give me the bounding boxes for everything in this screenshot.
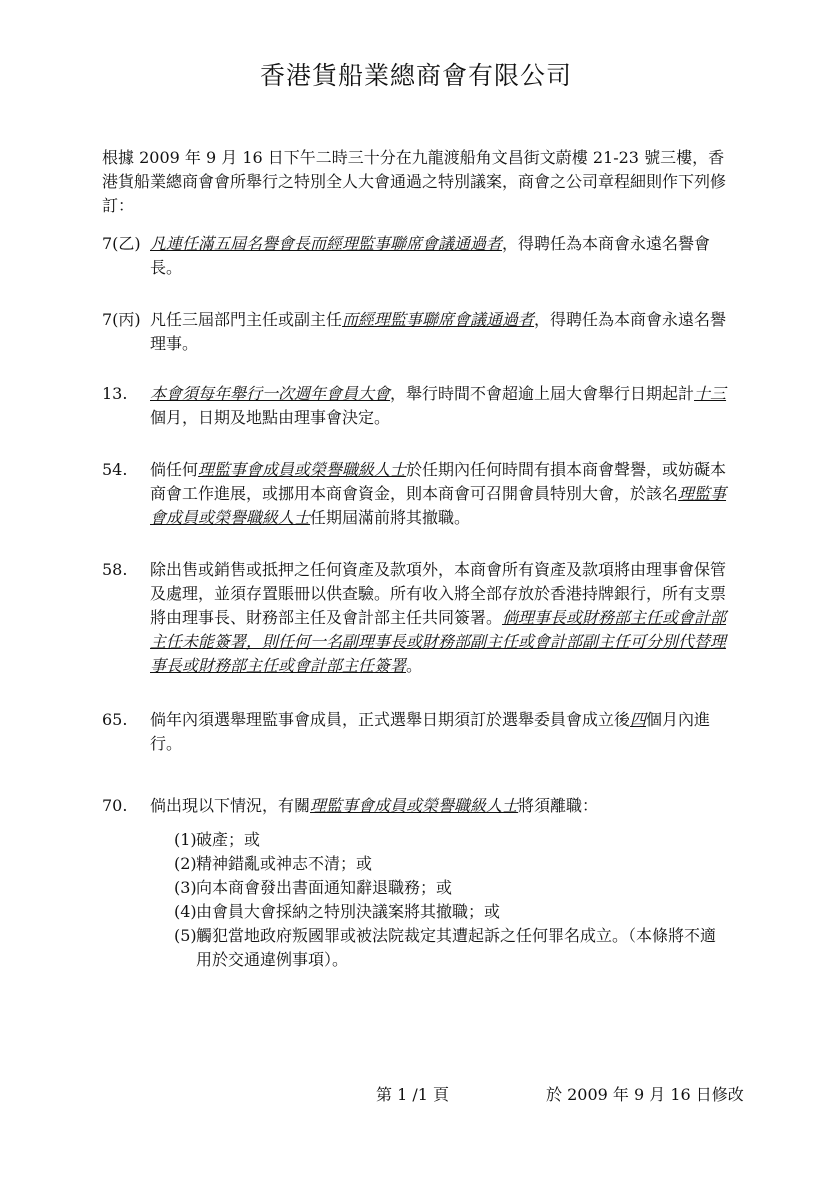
clause-number: 58.: [102, 560, 128, 579]
item-number: (1): [174, 830, 197, 849]
amended-text: 四: [630, 710, 647, 729]
clause-text: 倘任何: [150, 460, 199, 479]
clause-13: [102, 382, 728, 430]
amended-text: 而經理監事聯席會議通過者: [342, 310, 535, 329]
clause-body: [150, 232, 728, 280]
condition-list: [174, 828, 728, 972]
clause-number: 70.: [102, 796, 128, 815]
page-number: 第 1 /1 頁: [376, 1085, 450, 1104]
item-text: 由會員大會採納之特別決議案將其撤職；或: [196, 902, 501, 921]
clause-65: [102, 708, 728, 756]
amended-text: 本會須每年舉行一次週年會員大會: [150, 384, 391, 403]
item-number: (4): [174, 902, 197, 921]
clause-text: 個月內進行。: [150, 710, 711, 753]
amended-text: 倘理事長或財務部主任或會計部主任未能簽署，則任何一名副理事長或財務部副主任或會計部副主任可分別代替理事長或財務部主任或會計部主任簽署: [150, 608, 727, 675]
clause-number: 65.: [102, 710, 128, 729]
amended-text: 十三: [694, 384, 727, 403]
clause-text: 除出售或銷售或抵押之任何資產及款項外，本商會所有資產及款項將由理事會保管及處理，並須存置賬冊以供查驗。所有收入將全部存放於香港持牌銀行，所有支票將由理事長、財務部主任及會計部主任共同簽署。: [150, 560, 727, 627]
amended-text: 理監事會成員或榮譽職級人士: [310, 796, 519, 815]
item-text: 向本商會發出書面通知辭退職務；或: [196, 878, 453, 897]
clause-text: 倘年內須選舉理監事會成員，正式選舉日期須訂於選舉委員會成立後: [150, 710, 631, 729]
list-item: [174, 900, 728, 924]
clause-text: ，舉行時間不會超逾上屆大會舉行日期起計: [390, 384, 695, 403]
clause-number: 13.: [102, 384, 128, 403]
amended-text: 凡連任滿五屆名譽會長而經理監事聯席會議通過者: [150, 234, 503, 253]
clause-body: [150, 382, 728, 430]
item-text: 精神錯亂或神志不清；或: [196, 854, 373, 873]
clause-text: 。: [406, 656, 423, 675]
clause-number: 7(乙): [102, 234, 141, 253]
clause-54: [102, 458, 728, 530]
clause-body: [150, 458, 728, 530]
intro-paragraph: 根據 2009 年 9 月 16 日下午二時三十分在九龍渡船角文昌街文蔚樓 21-23 號三樓，香港貨船業總商會會所舉行之特別全人大會通過之特別議案，商會之公司章程細則作下列修訂：: [102, 148, 727, 215]
item-number: (2): [174, 854, 197, 873]
clause-text: 於任期內任何時間有損本商會聲譽，或妨礙本商會工作進展，或挪用本商會資金，則本商會可召開會員特別大會，於該名: [150, 460, 727, 503]
item-number: (3): [174, 878, 197, 897]
clause-7c: [102, 308, 728, 356]
list-item: [174, 876, 728, 900]
clause-70: [102, 794, 728, 972]
clause-text: 個月，日期及地點由理事會決定。: [150, 408, 391, 427]
clause-7b: [102, 232, 728, 280]
list-item: [174, 924, 728, 972]
clause-body: [150, 308, 728, 356]
clause-body: [150, 794, 728, 972]
clause-body: [150, 558, 728, 678]
item-number: (5): [174, 926, 197, 945]
clause-body: [150, 708, 728, 756]
clause-text: ，得聘任為本商會永遠名譽會長。: [150, 234, 711, 277]
clause-number: 54.: [102, 460, 128, 479]
clause-number: 7(丙): [102, 310, 141, 329]
document-title: 香港貨船業總商會有限公司: [259, 61, 572, 90]
clause-text: 將須離職：: [518, 796, 599, 815]
clause-text: 凡任三屆部門主任或副主任: [150, 310, 343, 329]
amended-text: 理監事會成員或榮譽職級人士: [150, 484, 727, 527]
clause-text: 倘出現以下情況，有關: [150, 796, 311, 815]
clause-text: ，得聘任為本商會永遠名譽理事。: [150, 310, 727, 353]
clause-text: 任期屆滿前將其撤職。: [310, 508, 471, 527]
revision-date: 於 2009 年 9 月 16 日修改: [546, 1085, 744, 1104]
clause-58: [102, 558, 728, 678]
item-text: 破產；或: [196, 830, 261, 849]
item-text: 觸犯當地政府叛國罪或被法院裁定其遭起訴之任何罪名成立。（本條將不適用於交通違例事項）。: [196, 926, 717, 969]
list-item: [174, 828, 728, 852]
amended-text: 理監事會成員或榮譽職級人士: [198, 460, 407, 479]
list-item: [174, 852, 728, 876]
